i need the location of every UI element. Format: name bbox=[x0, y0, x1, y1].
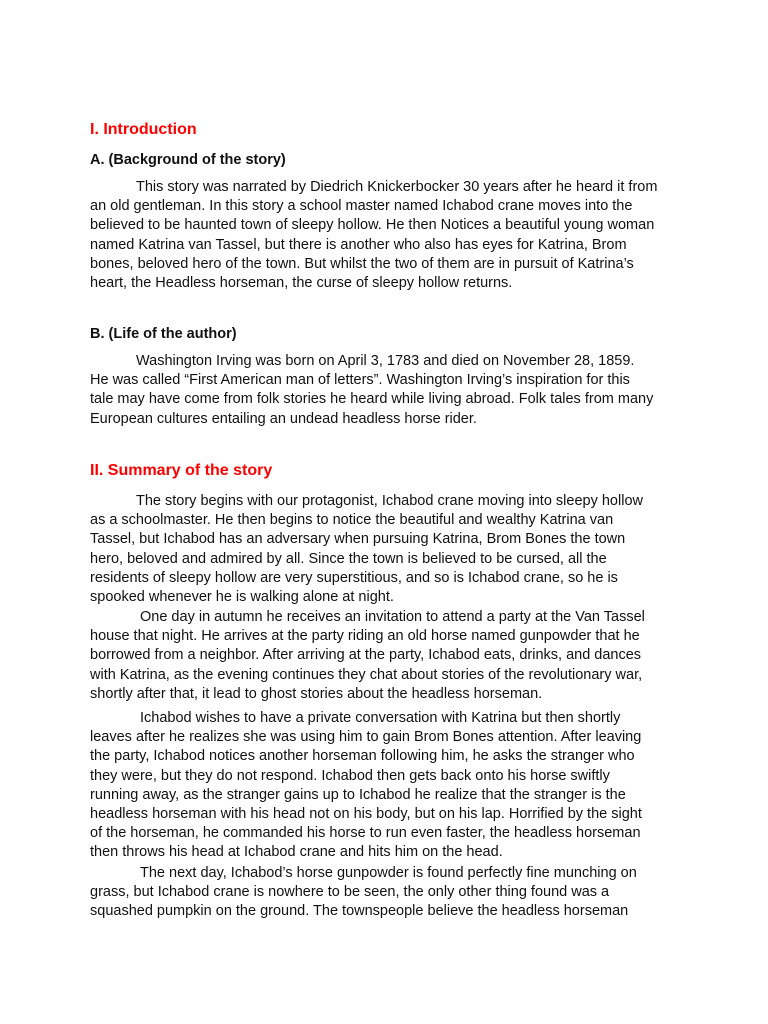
paragraph-background bbox=[90, 178, 672, 293]
text-line: residents of sleepy hollow are very superstitious, and so is Ichabod crane, so he is bbox=[90, 569, 618, 586]
text-line: European cultures entailing an undead headless horse rider. bbox=[90, 410, 477, 427]
text-line: leaves after he realizes she was using him to gain Brom Bones attention. After leaving bbox=[90, 729, 642, 746]
heading-introduction: I. Introduction bbox=[90, 121, 197, 138]
heading-summary: II. Summary of the story bbox=[90, 462, 273, 479]
text-line: of the horseman, he commanded his horse to run even faster, the headless horseman bbox=[90, 825, 641, 842]
text-line: Washington Irving was born on April 3, 1783 and died on November 28, 1859. bbox=[136, 353, 635, 369]
paragraph-author bbox=[90, 352, 672, 429]
text-line: bones, beloved hero of the town. But whilst the two of them are in pursuit of Katrina’s bbox=[90, 255, 634, 272]
heading-author: B. (Life of the author) bbox=[90, 326, 237, 342]
text-line: named Katrina van Tassel, but there is another who also has eyes for Katrina, Brom bbox=[90, 236, 627, 253]
paragraph-summary-3 bbox=[90, 709, 672, 863]
text-line: running away, as the stranger gains up to Ichabod he realize that the stranger is the bbox=[90, 786, 626, 803]
text-line: with Katrina, as the evening continues they chat about stories of the revolutionary war, bbox=[90, 666, 643, 683]
text-line: tale may have come from folk stories he heard while living abroad. Folk tales from many bbox=[90, 391, 654, 408]
text-line: hero, beloved and admired by all. Since the town is believed to be cursed, all the bbox=[90, 550, 607, 567]
text-line: He was called “First American man of letters”. Washington Irving’s inspiration for this bbox=[90, 372, 630, 389]
text-line: house that night. He arrives at the party riding an old horse named gunpowder that he bbox=[90, 628, 640, 645]
paragraph-summary-1 bbox=[90, 492, 672, 607]
text-line: One day in autumn he receives an invitation to attend a party at the Van Tassel bbox=[140, 609, 645, 625]
text-line: an old gentleman. In this story a school master named Ichabod crane moves into the bbox=[90, 198, 633, 215]
text-line: Ichabod wishes to have a private conversation with Katrina but then shortly bbox=[140, 710, 621, 726]
text-line: The next day, Ichabod’s horse gunpowder is found perfectly fine munching on bbox=[140, 865, 637, 881]
text-line: believed to be haunted town of sleepy hollow. He then Notices a beautiful young woman bbox=[90, 217, 655, 234]
paragraph-summary-2 bbox=[90, 608, 672, 704]
text-line: headless horseman with his head not on his body, but on his lap. Horrified by the sight bbox=[90, 805, 642, 822]
text-line: the party, Ichabod notices another horseman following him, he asks the stranger who bbox=[90, 748, 635, 765]
text-line: Tassel, but Ichabod has an adversary when pursuing Katrina, Brom Bones the town bbox=[90, 531, 626, 548]
text-line: grass, but Ichabod crane is nowhere to be seen, the only other thing found was a bbox=[90, 884, 610, 901]
text-line: they were, but they do not respond. Ichabod then gets back onto his horse swiftly bbox=[90, 767, 610, 784]
text-line: The story begins with our protagonist, Ichabod crane moving into sleepy hollow bbox=[136, 493, 643, 509]
text-line: spooked whenever he is walking alone at night. bbox=[90, 588, 394, 605]
paragraph-summary-4 bbox=[90, 864, 672, 922]
text-line: shortly after that, it lead to ghost stories about the headless horseman. bbox=[90, 685, 543, 702]
text-line: then throws his head at Ichabod crane and hits him on the head. bbox=[90, 844, 503, 861]
text-line: as a schoolmaster. He then begins to notice the beautiful and wealthy Katrina van bbox=[90, 512, 614, 529]
heading-background: A. (Background of the story) bbox=[90, 152, 286, 168]
text-line: heart, the Headless horseman, the curse of sleepy hollow returns. bbox=[90, 274, 513, 291]
text-line: borrowed from a neighbor. After arriving at the party, Ichabod eats, drinks, and dances bbox=[90, 647, 642, 664]
text-line: This story was narrated by Diedrich Knickerbocker 30 years after he heard it from bbox=[136, 179, 658, 195]
text-line: squashed pumpkin on the ground. The townspeople believe the headless horseman bbox=[90, 903, 629, 920]
